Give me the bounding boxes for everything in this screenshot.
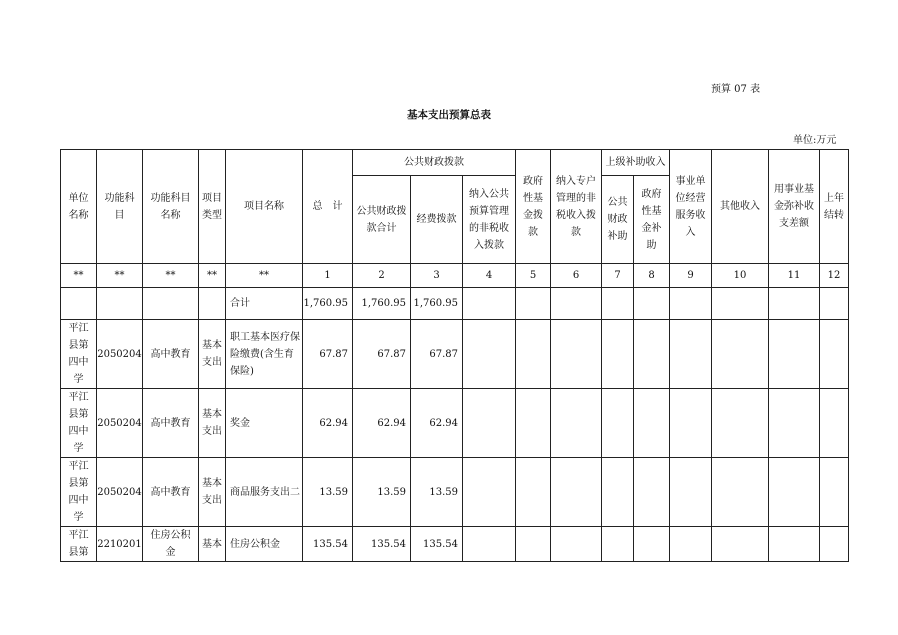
index-cell: 1: [303, 264, 353, 288]
header-carryover: 上年结转: [820, 150, 849, 264]
cell-total: 62.94: [303, 389, 353, 458]
index-row: [61, 264, 849, 288]
total-amount: 1,760.95: [303, 288, 353, 320]
cell-func-name: 住房公积金: [143, 527, 199, 562]
cell-func-code: 2050204: [97, 320, 143, 389]
header-superior-public: 公共财政补助: [602, 176, 634, 264]
cell-funding: 62.94: [411, 389, 463, 458]
header-public-fiscal: 公共财政拨款: [353, 150, 516, 176]
header-fund-balance: 用事业基金弥补收支差额: [769, 150, 820, 264]
table-row: [61, 389, 849, 458]
index-cell: **: [61, 264, 97, 288]
index-cell: **: [97, 264, 143, 288]
header-operating: 事业单位经营服务收入: [670, 150, 712, 264]
cell-func-code: 2050204: [97, 389, 143, 458]
cell-item-name: 商品服务支出二: [226, 458, 303, 527]
form-number: 预算 07 表: [711, 84, 761, 95]
cell-public-total: 13.59: [353, 458, 411, 527]
index-cell: 8: [634, 264, 670, 288]
cell-item-type: 基本支出: [199, 320, 226, 389]
cell-item-name: 奖金: [226, 389, 303, 458]
index-cell: 9: [670, 264, 712, 288]
cell-total: 67.87: [303, 320, 353, 389]
index-cell: **: [143, 264, 199, 288]
cell-item-type: 基本支出: [199, 389, 226, 458]
cell-funding: 13.59: [411, 458, 463, 527]
index-cell: 7: [602, 264, 634, 288]
index-cell: 5: [516, 264, 551, 288]
index-cell: 2: [353, 264, 411, 288]
index-cell: 11: [769, 264, 820, 288]
index-cell: **: [226, 264, 303, 288]
cell-func-name: 高中教育: [143, 458, 199, 527]
header-funding: 经费拨款: [411, 176, 463, 264]
header-other-income: 其他收入: [712, 150, 769, 264]
table-row: [61, 320, 849, 389]
total-label: 合计: [226, 288, 303, 320]
header-item-name: 项目名称: [226, 150, 303, 264]
cell-unit: 平江县第四中学: [61, 320, 97, 389]
cell-public-total: 62.94: [353, 389, 411, 458]
header-func-code: 功能科目: [97, 150, 143, 264]
index-cell: 6: [551, 264, 602, 288]
cell-item-name: 住房公积金: [226, 527, 303, 562]
header-item-type: 项目类型: [199, 150, 226, 264]
header-unit-name: 单位名称: [61, 150, 97, 264]
cell-func-name: 高中教育: [143, 389, 199, 458]
cell-funding: 67.87: [411, 320, 463, 389]
header-superior-gov-fund: 政府性基金补助: [634, 176, 670, 264]
header-public-fiscal-total: 公共财政拨款合计: [353, 176, 411, 264]
cell-unit: 平江县第四中学: [61, 389, 97, 458]
page-title: 基本支出预算总表: [407, 109, 491, 121]
header-superior-subsidy: 上级补助收入: [602, 150, 670, 176]
cell-item-type: 基本: [199, 527, 226, 562]
unit-label: 单位:万元: [793, 135, 837, 146]
index-cell: **: [199, 264, 226, 288]
cell-unit: 平江县第四中学: [61, 458, 97, 527]
total-public-amount: 1,760.95: [353, 288, 411, 320]
index-cell: 12: [820, 264, 849, 288]
header-row-1: [61, 150, 849, 176]
cell-public-total: 67.87: [353, 320, 411, 389]
cell-item-name: 职工基本医疗保险缴费(含生育保险): [226, 320, 303, 389]
cell-func-code: 2210201: [97, 527, 143, 562]
header-gov-fund: 政府性基金拨款: [516, 150, 551, 264]
header-special-non-tax: 纳入专户管理的非税收入拨款: [551, 150, 602, 264]
total-funding-amount: 1,760.95: [411, 288, 463, 320]
cell-item-type: 基本支出: [199, 458, 226, 527]
cell-funding: 135.54: [411, 527, 463, 562]
cell-unit: 平江县第: [61, 527, 97, 562]
index-cell: 10: [712, 264, 769, 288]
header-func-name: 功能科目名称: [143, 150, 199, 264]
cell-func-name: 高中教育: [143, 320, 199, 389]
cell-total: 13.59: [303, 458, 353, 527]
index-cell: 3: [411, 264, 463, 288]
header-non-tax: 纳入公共预算管理的非税收入拨款: [463, 176, 516, 264]
table-row: [61, 527, 849, 562]
table-row: [61, 458, 849, 527]
cell-public-total: 135.54: [353, 527, 411, 562]
cell-total: 135.54: [303, 527, 353, 562]
total-row: [61, 288, 849, 320]
cell-func-code: 2050204: [97, 458, 143, 527]
budget-table: [60, 149, 849, 562]
index-cell: 4: [463, 264, 516, 288]
header-total: 总 计: [303, 150, 353, 264]
